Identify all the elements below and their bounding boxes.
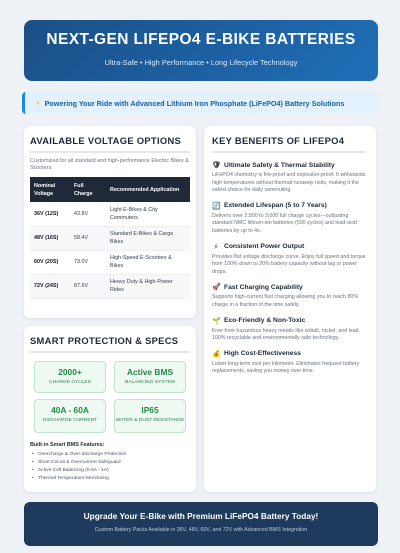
benefit-title: Ultimate Safety & Thermal Stability: [224, 161, 335, 169]
list-item: • Overcharge & Over-discharge Protection: [30, 451, 190, 459]
table-row: [30, 250, 190, 274]
cell-voltage: 48V (16S): [30, 226, 70, 250]
page-header: [24, 20, 378, 81]
benefit-charging: [212, 283, 366, 309]
banner-text: Powering Your Ride with Advanced Lithium Iron Phosphate (LiFePO4) Battery Solutions: [44, 98, 345, 108]
cell-application: Light E-Bikes & City Commuters: [106, 202, 190, 226]
spec-box-bms: [114, 361, 186, 393]
benefit-text: Lower long-term cost per kilometer. Eliminates frequent battery replacements, saving you money over time.: [212, 360, 360, 375]
voltage-options-subtitle: Customized for all standard and high-performance Electric Bikes & Scooters.: [30, 158, 189, 171]
column-header-voltage: Nominal Voltage: [30, 177, 70, 202]
protection-specs-card: [24, 326, 196, 492]
voltage-options-title: AVAILABLE VOLTAGE OPTIONS: [30, 135, 190, 153]
spec-box-ip: [114, 399, 186, 433]
table-row: [30, 274, 190, 298]
protection-specs-title: SMART PROTECTION & SPECS: [30, 335, 190, 353]
bms-features-title: Built-in Smart BMS Features:: [30, 442, 105, 448]
cell-application: High-Speed E-Scooters & Bikes: [106, 250, 190, 274]
benefit-text: Free from hazardous heavy metals like cobalt, nickel, and lead. 100% recyclable and environmentally safe technology.: [212, 327, 361, 342]
list-item: • Active Cell Balancing (0.6A - 1A): [30, 467, 190, 475]
cell-charge: 73.0V: [70, 250, 106, 274]
cell-voltage: 60V (20S): [30, 250, 70, 274]
benefit-title: Consistent Power Output: [224, 243, 305, 251]
page-title: NEXT-GEN LIFEPO4 E-BIKE BATTERIES: [46, 31, 356, 48]
benefit-cost: [212, 350, 366, 376]
cell-voltage: 36V (12S): [30, 202, 70, 226]
voltage-table: [30, 177, 190, 299]
footer-title: Upgrade Your E-Bike with Premium LiFePO4 Battery Today!: [83, 511, 319, 521]
cell-charge: 43.8V: [70, 202, 106, 226]
cell-voltage: 72V (24S): [30, 274, 70, 298]
column-header-application: Recommended Application: [106, 177, 190, 202]
voltage-options-card: [24, 126, 196, 318]
spec-value: IP65: [141, 405, 159, 415]
spec-value: 2000+: [58, 367, 82, 377]
rocket-icon: 🚀: [212, 284, 221, 292]
page-subtitle: Ultra-Safe • High Performance • Long Lifecycle Technology: [104, 58, 298, 67]
spec-value: Active BMS: [126, 367, 174, 377]
benefit-text: LiFePO4 chemistry is fire-proof and explosion-proof. It withstands high temperatures without thermal runaway risks, making it the safest choice for daily commuting.: [212, 172, 366, 194]
seedling-icon: 🌱: [212, 317, 221, 325]
spec-grid: [30, 361, 190, 433]
bms-features-list: [30, 451, 190, 483]
benefit-power: [212, 243, 366, 277]
table-header-row: [30, 177, 190, 202]
benefit-text: Delivers over 2,500 to 3,000 full charge cycles—outlasting standard NMC lithium-ion batteries (500 cycles) and lead-acid batteries by up to 4x.: [212, 212, 357, 234]
cell-charge: 58.4V: [70, 226, 106, 250]
refresh-icon: 🔄: [212, 202, 221, 210]
benefit-title: Eco-Friendly & Non-Toxic: [224, 317, 306, 325]
benefit-eco: [212, 317, 366, 343]
benefit-safety: [212, 161, 366, 195]
list-item: • Thermal Temperature Monitoring: [30, 475, 190, 483]
lightning-icon: ⚡: [213, 243, 219, 251]
money-bag-icon: 💰: [212, 350, 221, 358]
spec-label: BALANCING SYSTEM: [125, 380, 175, 385]
footer-text: Custom Battery Packs Available in 36V, 48V, 60V, and 72V with Advanced BMS Integration: [94, 527, 308, 533]
table-row: [30, 202, 190, 226]
key-benefits-card: [204, 126, 376, 492]
table-row: [30, 226, 190, 250]
key-benefits-title: KEY BENEFITS OF LIFEPO4: [212, 135, 366, 153]
cell-charge: 87.6V: [70, 274, 106, 298]
lightning-bolt-icon: ⚡: [35, 98, 41, 108]
cell-application: Standard E-Bikes & Cargo Bikes: [106, 226, 190, 250]
benefit-lifespan: [212, 202, 366, 236]
spec-label: DISCHARGE CURRENT: [42, 418, 98, 423]
spec-box-cycles: [34, 361, 106, 393]
spec-label: WATER & DUST RESISTANCE: [115, 418, 185, 423]
spec-label: CHARGE CYCLES: [49, 380, 91, 385]
shield-icon: 🛡: [212, 162, 221, 169]
intro-banner: [22, 92, 378, 114]
benefit-title: Extended Lifespan (5 to 7 Years): [224, 202, 327, 210]
column-header-charge: Full Charge: [70, 177, 106, 202]
benefit-text: Provides flat voltage discharge curve. Enjoy full speed and torque from 100% down to 20% battery capacity without lag or power drops.: [212, 253, 366, 275]
list-item: • Short Circuit & Overcurrent Safeguard: [30, 459, 190, 467]
footer-cta: [24, 502, 378, 546]
cell-application: Heavy Duty & High-Power Rides: [106, 274, 190, 298]
spec-box-discharge: [34, 399, 106, 433]
benefit-text: Supports high-current fast charging allowing you to reach 80% charge in a fraction of the time safely.: [212, 294, 359, 308]
spec-value: 40A - 60A: [51, 405, 89, 415]
benefit-title: Fast Charging Capability: [224, 283, 303, 291]
benefit-title: High Cost-Effectiveness: [224, 350, 301, 358]
